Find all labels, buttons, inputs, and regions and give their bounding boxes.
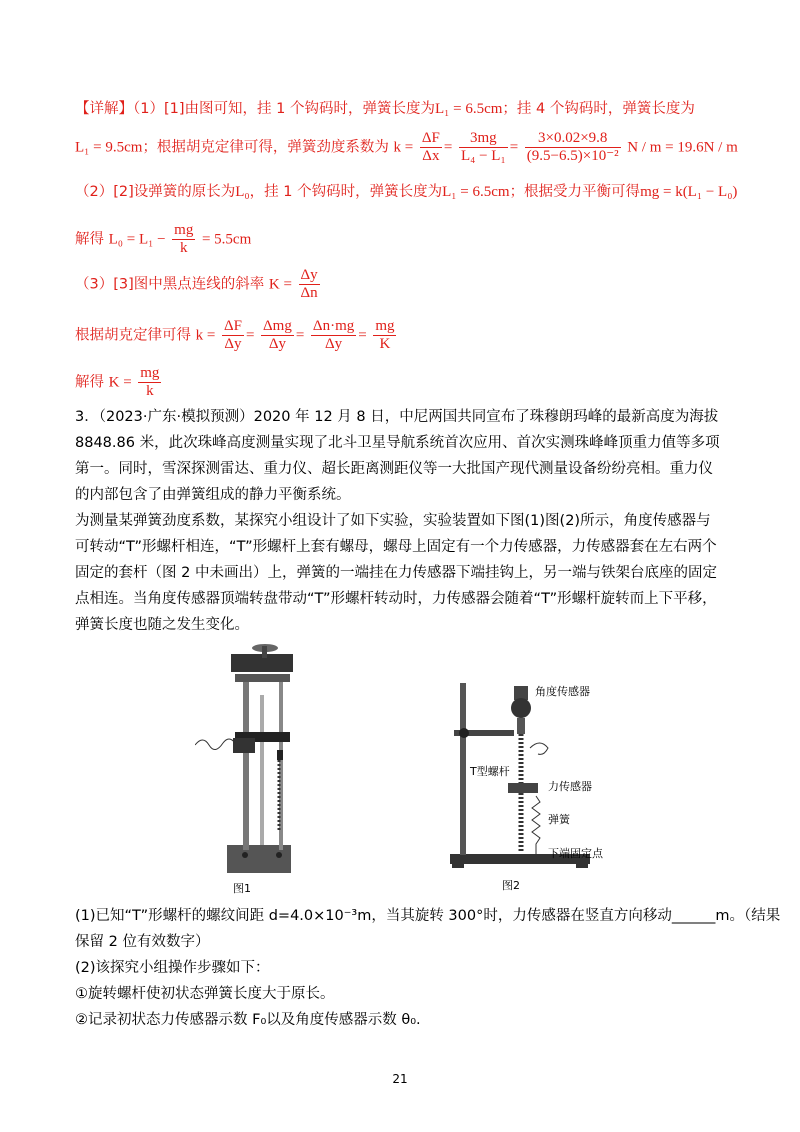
solution-text: ；根据胡克定律可得，弹簧劲度系数为: [142, 139, 389, 156]
equation: L₁ = 9.5cm: [75, 139, 143, 156]
question-part2: (2)该探究小组操作步骤如下：: [75, 960, 270, 976]
equation: mg = k(L₁ − L₀): [640, 184, 738, 200]
solution-part3-line3: [75, 365, 163, 400]
equation: k =: [195, 327, 216, 344]
fraction: $\frac{mg}{k}$: [140, 365, 160, 399]
equation: L₀: [235, 184, 250, 200]
solution-part2-line1: [75, 180, 737, 201]
figure2-label-spring: 弹簧: [548, 813, 570, 826]
fraction: $\frac{mg}{K}$: [375, 318, 395, 352]
solution-text: 根据胡克定律可得: [75, 327, 191, 344]
fraction: $\frac{\Delta y}{\Delta n}$: [300, 267, 318, 301]
step-2: ②记录初状态力传感器示数 F₀以及角度传感器示数 θ₀.: [75, 1012, 421, 1028]
fraction: $\frac{\Delta n\cdot mg}{\Delta y}$: [312, 318, 355, 352]
question-intro: 3．（2023·广东·模拟预测）2020 年 12 月 8 日，中尼两国共同宣布了珠穆朗玛峰的最新高度为海拔 8848.86 米，此次珠峰高度测量实现了北斗卫星导航系统首次应用、首次实测珠峰峰顶重力值等多项第一。同时，雪深探测雷达、重力仪、超长距离测距仪等一大批国产现代测量设备纷纷亮相。重力仪的内部包含了由弹簧组成的静力平衡系统。: [75, 409, 720, 503]
solution-text: （2）[2]设弹簧的原长为: [75, 184, 236, 200]
equation: k =: [393, 139, 414, 156]
figure2-label-force-sensor: 力传感器: [548, 780, 592, 793]
solution-part3-line2: 根据胡克定律可得 k = $\frac{\Delta F}{\Delta y}$ = $\frac{\text{Δmg}}{\Delta y}$ = $\frac{\Delta n\cdot mg}{\Delta y}$ = $\frac{mg}{K}$: [75, 318, 395, 352]
fraction: $\frac{\text{Δmg}}{\Delta y}$: [263, 318, 292, 352]
step-1: ①旋转螺杆使初状态弹簧长度大于原长。: [75, 986, 335, 1002]
fraction: $\frac{\Delta F}{\Delta x}$: [421, 130, 440, 164]
solution-text: ，挂 1 个钩码时，弹簧长度为: [249, 184, 443, 200]
equation: L₁ = 6.5cm: [442, 184, 510, 200]
solution-part3-line1: [75, 267, 322, 302]
fraction: $\frac{mg}{k}$: [174, 222, 194, 256]
figure2-caption: 图2: [502, 879, 520, 892]
solution-part2-line2: [75, 222, 251, 257]
fraction: $\frac{3\times 0.02\times 9.8}{\text{(9.5−6.5)×10⁻²}}$: [526, 130, 619, 164]
solution-part1-line1: [75, 97, 695, 118]
figure2-label-fixed-point: 下端固定点: [548, 847, 603, 860]
solution-text: 解得: [75, 374, 104, 391]
solution-text: 【详解】（1）[1]由图可知，挂 1 个钩码时，弹簧长度为: [75, 101, 435, 117]
equation: L₁ = 6.5cm: [434, 101, 503, 117]
figure1-apparatus: [195, 640, 315, 898]
question-part1: (1)已知“T”形螺杆的螺纹间距 d=4.0×10⁻³m，当其旋转 300°时，力传感器在竖直方向移动______m。（结果: [75, 908, 781, 924]
equation: K =: [108, 374, 132, 391]
equation: K =: [268, 276, 292, 293]
solution-part1-line2: L₁ = 9.5cm；根据胡克定律可得，弹簧劲度系数为 k = $\frac{\Delta F}{\Delta x}$ = $\frac{3mg}{\text{L₄ − L₁}}$ = $\frac{3\times 0.02\times 9.8}{\text{(9.5−6.5)×10⁻²}}$ N / m = 19.6N / m: [75, 130, 738, 164]
equation: N / m = 19.6N / m: [627, 139, 738, 156]
page-number: 21: [392, 1072, 408, 1086]
fraction: $\frac{\Delta F}{\Delta y}$: [223, 318, 242, 352]
figure2-label-t-screw: T型螺杆: [470, 765, 510, 778]
solution-text: ；根据受力平衡可得: [509, 184, 641, 200]
figure1-caption: 图1: [233, 882, 251, 895]
question-part1-cont: 保留 2 位有效数字）: [75, 934, 210, 950]
solution-text: 解得: [75, 231, 104, 248]
question-setup: 为测量某弹簧劲度系数，某探究小组设计了如下实验，实验装置如下图(1)图(2)所示，角度传感器与可转动“T”形螺杆相连，“T”形螺杆上套有螺母，螺母上固定有一个力传感器，力传感器套在左右两个固定的套杆（图 2 中未画出）上，弹簧的一端挂在力传感器下端挂钩上，另一端与铁架台底座的固定点相连。当角度传感器顶端转盘带动“T”形螺杆转动时，力传感器会随着“T”形螺杆旋转而上下平移，弹簧长度也随之发生变化。: [75, 513, 717, 633]
equation: = 5.5cm: [201, 231, 252, 248]
figure2-label-angle-sensor: 角度传感器: [535, 685, 590, 698]
fraction: $\frac{3mg}{\text{L₄ − L₁}}$: [460, 130, 506, 164]
solution-text: ；挂 4 个钩码时，弹簧长度为: [502, 101, 695, 117]
solution-text: （3）[3]图中黑点连线的斜率: [75, 276, 265, 293]
equation: L₀ = L₁ −: [108, 231, 166, 248]
